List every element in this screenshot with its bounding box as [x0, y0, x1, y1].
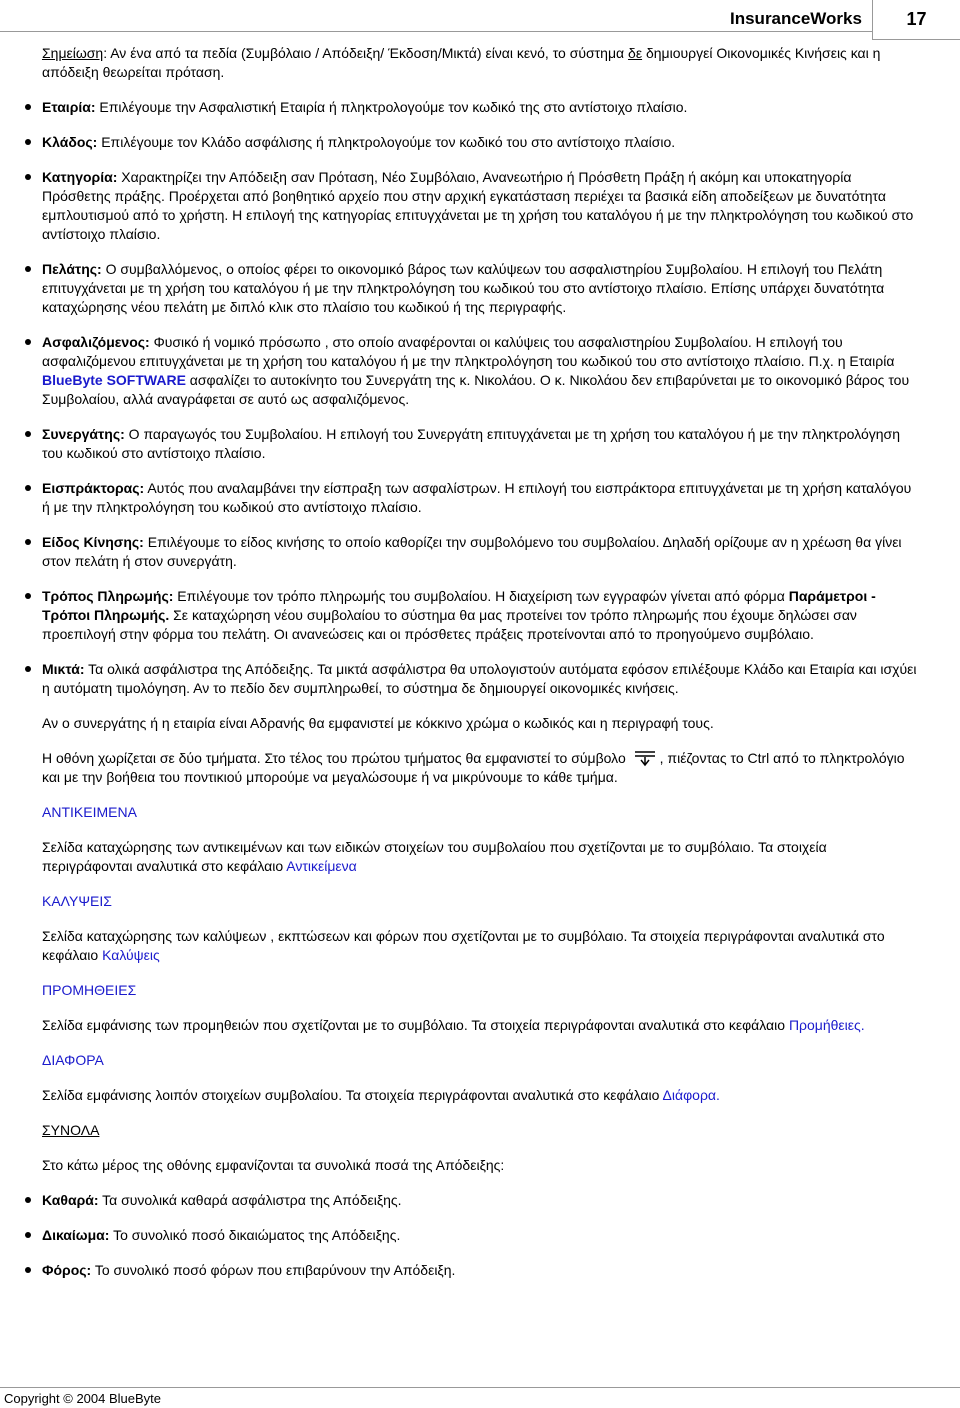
list-item	[42, 479, 917, 517]
bullet-icon	[25, 1232, 31, 1238]
field-term: Είδος Κίνησης:	[42, 534, 144, 550]
split-note-text-2: , πιέζοντας το Ctrl από το πληκτρολόγιο και με την βοήθεια του ποντικιού μπορούμε να μεγαλώσουμε ή να μικρύνουμε το κάθε τμήμα.	[42, 750, 905, 785]
section-title[interactable]: ΠΡΟΜΗΘΕΙΕΣ	[42, 982, 137, 998]
list-item	[42, 333, 917, 409]
split-note	[42, 749, 917, 787]
split-resize-icon	[634, 749, 656, 767]
bullet-icon	[25, 339, 31, 345]
page-footer	[0, 1387, 960, 1406]
total-term: Δικαίωμα:	[42, 1227, 110, 1243]
section-link[interactable]: Διάφορα.	[662, 1087, 720, 1103]
field-text: Τα ολικά ασφάλιστρα της Απόδειξης. Τα μικτά ασφάλιστρα θα υπολογιστούν αυτόματα εφόσον επιλέξουμε Κλάδο και Εταιρία και ισχύει η αυτόματη τιμολόγηση. Αν το πεδίο δεν συμπληρωθεί, το σύστημα δε δημιουργεί οικονομικές κινήσεις.	[42, 661, 917, 696]
note-emphasis: δε	[628, 45, 643, 61]
section-title: ΣΥΝΟΛΑ	[42, 1122, 100, 1138]
bullet-icon	[25, 104, 31, 110]
page-number: 17	[872, 0, 960, 40]
field-list	[42, 98, 917, 698]
note-paragraph	[42, 44, 917, 82]
section-title[interactable]: ΔΙΑΦΟΡΑ	[42, 1052, 104, 1068]
bullet-icon	[25, 1197, 31, 1203]
bullet-icon	[25, 174, 31, 180]
list-item	[42, 260, 917, 317]
section-link[interactable]: Καλύψεις	[102, 947, 160, 963]
field-text: Επιλέγουμε τον Κλάδο ασφάλισης ή πληκτρολογούμε τον κωδικό του στο αντίστοιχο πλαίσιο.	[97, 134, 676, 150]
total-term: Καθαρά:	[42, 1192, 99, 1208]
field-text: Επιλέγουμε την Ασφαλιστική Εταιρία ή πληκτρολογούμε τον κωδικό της στο αντίστοιχο πλαίσιο.	[95, 99, 688, 115]
section-text	[42, 927, 917, 965]
section-misc	[42, 1051, 917, 1105]
list-item	[42, 168, 917, 244]
field-term: Πελάτης:	[42, 261, 102, 277]
section-body: Σελίδα καταχώρησης των καλύψεων , εκπτώσεων και φόρων που σχετίζονται με το συμβόλαιο. Τα στοιχεία περιγράφονται αναλυτικά στο κεφάλαιο	[42, 928, 885, 963]
bullet-icon	[25, 139, 31, 145]
total-text: Το συνολικό ποσό φόρων που επιβαρύνουν την Απόδειξη.	[91, 1262, 456, 1278]
document-title: InsuranceWorks	[730, 9, 862, 28]
section-body: Σελίδα καταχώρησης των αντικειμένων και των ειδικών στοιχείων του συμβολαίου που σχετίζονται με το συμβόλαιο. Τα στοιχεία περιγράφονται αναλυτικά στο κεφάλαιο	[42, 839, 827, 874]
payment-methods-link: Παράμετροι - Τρόποι Πληρωμής.	[42, 588, 876, 623]
field-term: Συνεργάτης:	[42, 426, 125, 442]
field-term: Κλάδος:	[42, 134, 98, 150]
field-text: Φυσικό ή νομικό πρόσωπο , στο οποίο αναφέρονται οι καλύψεις του ασφαλιστηρίου Συμβολαίου. Η επιλογή του ασφαλιζόμενου επιτυγχάνεται με τη χρήση του καταλόγου ή με την πληκτρολόγηση του κωδικού του στο αντίστοιχο πλαίσιο. Π.χ. η Εταιρία	[42, 334, 895, 369]
field-term: Εταιρία:	[42, 99, 96, 115]
section-title[interactable]: ΑΝΤΙΚΕΙΜΕΝΑ	[42, 804, 137, 820]
bullet-icon	[25, 266, 31, 272]
section-body: Σελίδα εμφάνισης των προμηθειών που σχετίζονται με το συμβόλαιο. Τα στοιχεία περιγράφονται αναλυτικά στο κεφάλαιο	[42, 1017, 789, 1033]
brand-name: BlueByte SOFTWARE	[42, 372, 186, 388]
field-term: Εισπράκτορας:	[42, 480, 145, 496]
section-coverages	[42, 892, 917, 965]
bullet-icon	[25, 431, 31, 437]
section-title[interactable]: ΚΑΛΥΨΕΙΣ	[42, 893, 112, 909]
list-item	[42, 587, 917, 644]
list-item	[42, 1226, 917, 1245]
field-term: Τρόπος Πληρωμής:	[42, 588, 174, 604]
inactive-note: Αν ο συνεργάτης ή η εταιρία είναι Αδρανής θα εμφανιστεί με κόκκινο χρώμα ο κωδικός και η περιγραφή τους.	[42, 715, 714, 731]
list-item	[42, 133, 917, 152]
list-item	[42, 425, 917, 463]
section-text	[42, 838, 917, 876]
bullet-icon	[25, 539, 31, 545]
total-text: Τα συνολικά καθαρά ασφάλιστρα της Απόδειξης.	[98, 1192, 402, 1208]
list-item	[42, 1261, 917, 1280]
note-lead: Σημείωση	[42, 45, 104, 61]
bullet-icon	[25, 593, 31, 599]
field-text: Αυτός που αναλαμβάνει την είσπραξη των ασφαλίστρων. Η επιλογή του εισπράκτορα επιτυγχάνεται με τη χρήση καταλόγου ή με την πληκτρολόγηση του κωδικού στο αντίστοιχο πλαίσιο.	[42, 480, 912, 515]
section-body: Σελίδα εμφάνισης λοιπόν στοιχείων συμβολαίου. Τα στοιχεία περιγράφονται αναλυτικά στο κεφάλαιο	[42, 1087, 663, 1103]
total-term: Φόρος:	[42, 1262, 92, 1278]
note-text: : Αν ένα από τα πεδία (Συμβόλαιο / Απόδειξη/ Έκδοση/Μικτά) είναι κενό, το σύστημα	[103, 45, 629, 61]
note-text-2: δημιουργεί Οικονομικές Κινήσεις και η απόδειξη θεωρείται πρόταση.	[42, 45, 881, 80]
totals-intro: Στο κάτω μέρος της οθόνης εμφανίζονται τα συνολικά ποσά της Απόδειξης:	[42, 1157, 505, 1173]
bullet-icon	[25, 666, 31, 672]
section-text	[42, 1016, 917, 1035]
field-text: Επιλέγουμε τον τρόπο πληρωμής του συμβολαίου. Η διαχείριση των εγγραφών γίνεται από φόρμα	[173, 588, 789, 604]
list-item	[42, 98, 917, 117]
total-text: Το συνολικό ποσό δικαιώματος της Απόδειξης.	[109, 1227, 401, 1243]
field-text-2: ασφαλίζει το αυτοκίνητο του Συνεργάτη της κ. Νικολάου. Ο κ. Νικολάου δεν επιβαρύνεται με το οικονομικό βάρος του Συμβολαίου, αλλά αναγράφεται σε αυτό ως ασφαλιζόμενος.	[42, 372, 910, 407]
section-commissions	[42, 981, 917, 1035]
header-rule	[0, 31, 872, 32]
field-text: Επιλέγουμε το είδος κινήσης το οποίο καθορίζει την συμβολόμενο του συμβολαίου. Δηλαδή ορίζουμε αν η χρέωση θα γίνει στον πελάτη ή στον συνεργάτη.	[42, 534, 902, 569]
totals-list	[42, 1191, 917, 1280]
split-note-text: Η οθόνη χωρίζεται σε δύο τμήματα. Στο τέλος του πρώτου τμήματος θα εμφανιστεί το σύμβολο	[42, 750, 626, 766]
field-text: Ο παραγωγός του Συμβολαίου. Η επιλογή του Συνεργάτη επιτυγχάνεται με τη χρήση του καταλόγου ή με την πληκτρολόγηση του κωδικού στο αντίστοιχο πλαίσιο.	[42, 426, 900, 461]
section-totals	[42, 1121, 917, 1280]
section-link[interactable]: Αντικείμενα	[286, 858, 357, 874]
section-text	[42, 1086, 917, 1105]
bullet-icon	[25, 1267, 31, 1273]
field-text: Χαρακτηρίζει την Απόδειξη σαν Πρόταση, Νέο Συμβόλαιο, Ανανεωτήριο ή Πρόσθετη Πράξη ή ακόμη και υποκατηγορία Πρόσθετης πράξης. Προέρχεται από βοηθητικό αρχείο που στην αρχική εγκατάσταση περιέχει τα βασικά είδη αποδείξεων με δυνατότητα εμπλουτισμού από το χρήστη. Η επιλογή της κατηγορίας επιτυγχάνεται με τη χρήση του καταλόγου ή με την πληκτρολόγηση του κωδικού στο αντίστοιχο πλαίσιο.	[42, 169, 914, 242]
bullet-icon	[25, 485, 31, 491]
page-content	[42, 44, 917, 1280]
field-term: Μικτά:	[42, 661, 85, 677]
field-text: Ο συμβαλλόμενος, ο οποίος φέρει το οικονομικό βάρος των καλύψεων του ασφαλιστηρίου Συμβολαίου. Η επιλογή του Πελάτη επιτυγχάνεται με τη χρήση του καταλόγου ή με την πληκτρολόγηση του κωδικού του στο αντίστοιχο πλαίσιο. Επίσης υπάρχει δυνατότητα καταχώρησης νέου πελάτη με διπλό κλικ στο πλαίσιο του κωδικού ή της περιγραφής.	[42, 261, 885, 315]
copyright-text: Copyright © 2004 BlueByte	[4, 1391, 162, 1406]
field-term: Ασφαλιζόμενος:	[42, 334, 150, 350]
field-text-2: Σε καταχώρηση νέου συμβολαίου το σύστημα θα μας προτείνει τον τρόπο πληρωμής που έχουμε δηλώσει σαν προεπιλογή στην φόρμα του πελάτη. Οι ανανεώσεις και οι πρόσθετες πράξεις προτείνονται από το προηγούμενο συμβόλαιο.	[42, 607, 857, 642]
list-item	[42, 660, 917, 698]
field-term: Κατηγορία:	[42, 169, 118, 185]
list-item	[42, 1191, 917, 1210]
section-objects	[42, 803, 917, 876]
list-item	[42, 533, 917, 571]
section-link[interactable]: Προμήθειες.	[788, 1017, 865, 1033]
